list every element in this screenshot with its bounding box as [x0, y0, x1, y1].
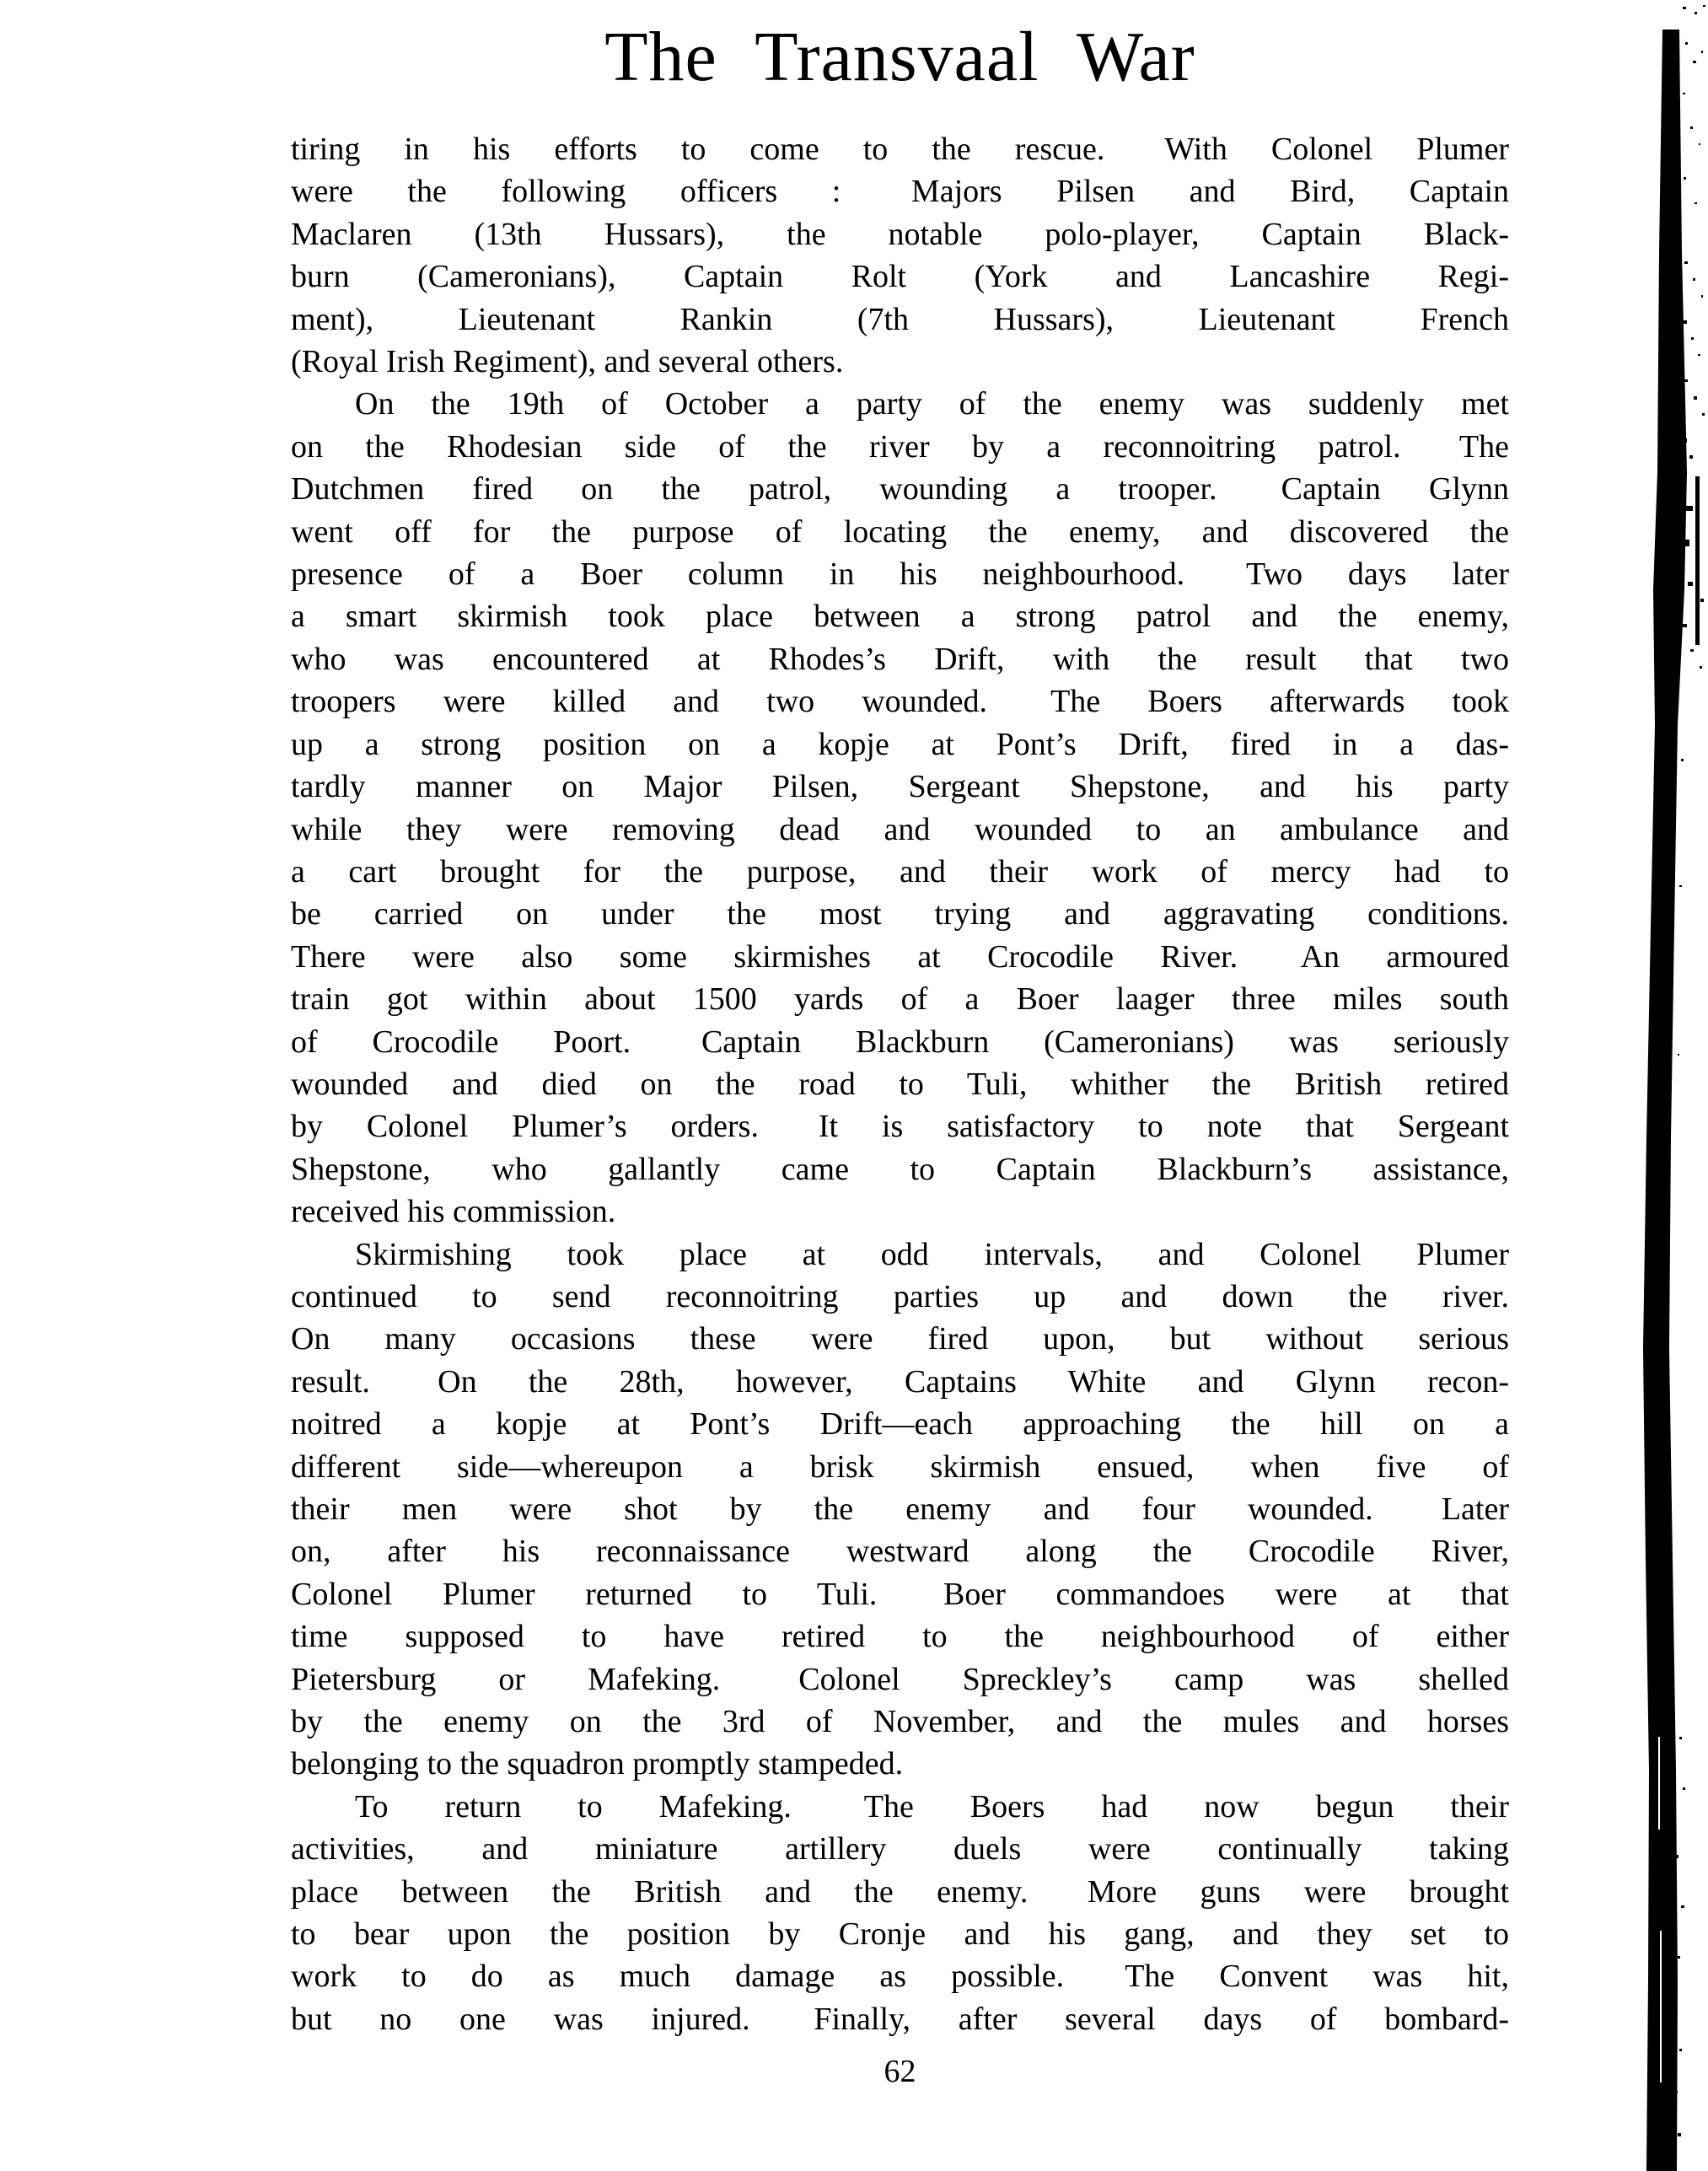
text-line: who was encountered at Rhodes’s Drift, with the result that two — [291, 641, 1509, 677]
text-line: a cart brought for the purpose, and their work of mercy had to — [291, 853, 1509, 889]
page-number: 62 — [884, 2054, 916, 2089]
text-line: Maclaren (13th Hussars), the notable polo-player, Captain Black- — [291, 216, 1509, 252]
text-line: their men were shot by the enemy and four wounded. Later — [291, 1491, 1509, 1527]
text-line: ment), Lieutenant Rankin (7th Hussars), Lieutenant French — [291, 301, 1509, 337]
text-line: continued to send reconnoitring parties up and down the river. — [291, 1278, 1509, 1314]
paragraph — [291, 1786, 1509, 2040]
text-line: a smart skirmish took place between a strong patrol and the enemy, — [291, 599, 1509, 635]
text-line: be carried on under the most trying and aggravating conditions. — [291, 896, 1509, 932]
text-line: burn (Cameronians), Captain Rolt (York and Lancashire Regi- — [291, 259, 1509, 295]
text-line: on, after his reconnaissance westward along the Crocodile River, — [291, 1534, 1509, 1570]
text-line: belonging to the squadron promptly stampeded. — [291, 1746, 904, 1782]
text-line: while they were removing dead and wounded to an ambulance and — [291, 811, 1509, 847]
text-line: to bear upon the position by Cronje and his gang, and they set to — [291, 1916, 1509, 1953]
text-block — [291, 128, 1509, 2040]
text-line: were the following officers : Majors Pilsen and Bird, Captain — [291, 174, 1509, 210]
text-line: on the Rhodesian side of the river by a reconnoitring patrol. The — [291, 428, 1509, 465]
page-title: The Transvaal War — [604, 18, 1195, 96]
paragraph — [291, 383, 1509, 1233]
text-line: by Colonel Plumer’s orders. It is satisfactory to note that Sergeant — [291, 1109, 1509, 1145]
text-line: Colonel Plumer returned to Tuli. Boer commandoes were at that — [291, 1576, 1509, 1612]
text-line: activities, and miniature artillery duels were continually taking — [291, 1831, 1509, 1867]
text-line: Skirmishing took place at odd intervals, and Colonel Plumer — [355, 1236, 1509, 1272]
text-line: Dutchmen fired on the patrol, wounding a trooper. Captain Glynn — [291, 471, 1509, 508]
text-line: tardly manner on Major Pilsen, Sergeant Shepstone, and his party — [291, 769, 1509, 805]
text-line: tiring in his efforts to come to the rescue. With Colonel Plumer — [291, 132, 1509, 167]
text-line: went off for the purpose of locating the enemy, and discovered the — [291, 513, 1509, 550]
text-line: result. On the 28th, however, Captains White and Glynn recon- — [291, 1363, 1509, 1400]
text-line: work to do as much damage as possible. The Convent was hit, — [291, 1959, 1509, 1995]
text-line: of Crocodile Poort. Captain Blackburn (Cameronians) was seriously — [291, 1024, 1509, 1060]
text-line: (Royal Irish Regiment), and several others. — [291, 344, 844, 380]
text-line: time supposed to have retired to the neighbourhood of either — [291, 1619, 1509, 1655]
text-line: train got within about 1500 yards of a Boer laager three miles south — [291, 981, 1509, 1018]
text-line: by the enemy on the 3rd of November, and the mules and horses — [291, 1704, 1509, 1740]
paragraph — [291, 128, 1509, 383]
paragraph — [291, 1233, 1509, 1786]
text-line: received his commission. — [291, 1194, 616, 1230]
text-line: place between the British and the enemy. More guns were brought — [291, 1873, 1509, 1910]
text-line: but no one was injured. Finally, after several days of bombard- — [291, 2001, 1509, 2037]
text-line: On the 19th of October a party of the enemy was suddenly met — [355, 386, 1509, 422]
text-line: Shepstone, who gallantly came to Captain Blackburn’s assistance, — [291, 1151, 1509, 1187]
text-line: up a strong position on a kopje at Pont’s Drift, fired in a das- — [291, 726, 1509, 762]
text-line: To return to Mafeking. The Boers had now begun their — [355, 1788, 1509, 1824]
text-line: There were also some skirmishes at Crocodile River. An armoured — [291, 938, 1509, 975]
text-line: different side—whereupon a brisk skirmish ensued, when five of — [291, 1448, 1509, 1485]
text-line: noitred a kopje at Pont’s Drift—each approaching the hill on a — [291, 1406, 1509, 1443]
text-line: presence of a Boer column in his neighbourhood. Two days later — [291, 556, 1509, 593]
text-line: wounded and died on the road to Tuli, whither the British retired — [291, 1066, 1509, 1102]
text-line: troopers were killed and two wounded. The Boers afterwards took — [291, 684, 1509, 720]
text-line: On many occasions these were fired upon, but without serious — [291, 1321, 1509, 1357]
text-line: Pietersburg or Mafeking. Colonel Spreckley’s camp was shelled — [291, 1661, 1509, 1697]
